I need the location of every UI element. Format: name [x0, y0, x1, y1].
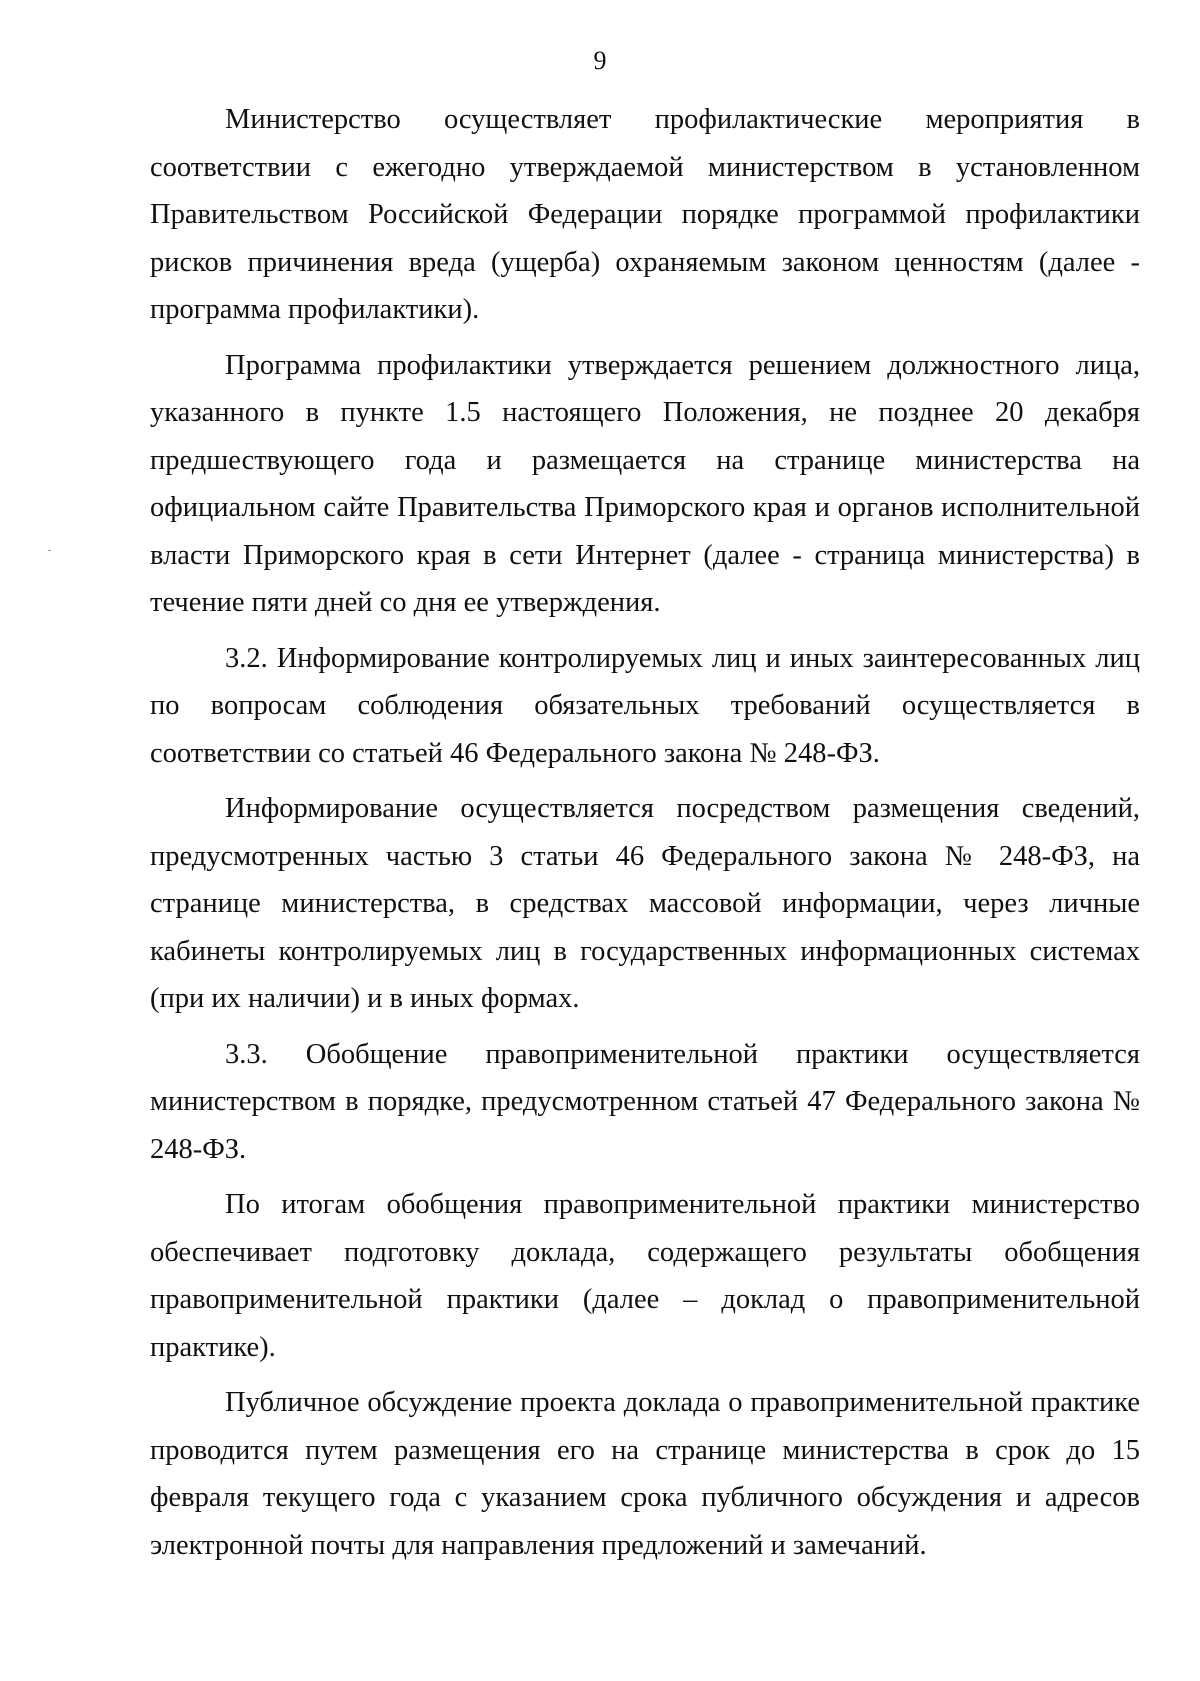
page-number: 9: [593, 46, 607, 75]
scan-artifact: [48, 550, 51, 551]
paragraph-public-discussion: Публичное обсуждение проекта доклада о правоприменительной практике проводится путем размещения его на странице министерства в срок до 15 февраля текущего года с указанием срока публичного обсуждения и адресов электронной почты для направления предложений и замечаний.: [150, 1387, 1140, 1561]
paragraph-practice-report: По итогам обобщения правоприменительной практики министерство обеспечивает подготовку доклада, содержащего результаты обобщения правоприменительной практики (далее – доклад о правоприменительной практике).: [150, 1189, 1140, 1363]
paragraph-program-approval: Программа профилактики утверждается решением должностного лица, указанного в пункте 1.5 настоящего Положения, не позднее 20 декабря предшествующего года и размещается на странице министерства на официальном сайте Правительства Приморского края и органов исполнительной власти Приморского края в сети Интернет (далее - страница министерства) в течение пяти дней со дня ее утверждения.: [150, 349, 1140, 618]
paragraph-informing-methods: Информирование осуществляется посредством размещения сведений, предусмотренных частью 3 статьи 46 Федерального закона № 248-ФЗ, на странице министерства, в средствах массовой информации, через личные кабинеты контролируемых лиц в государственных информационных системах (при их наличии) и в иных формах.: [150, 793, 1140, 1014]
document-body: [150, 96, 1140, 1577]
paragraph-prevention-program: Министерство осуществляет профилактические мероприятия в соответствии с ежегодно утверждаемой министерством в установленном Правительством Российской Федерации порядке программой профилактики рисков причинения вреда (ущерба) охраняемым законом ценностям (далее - программа профилактики).: [150, 104, 1140, 325]
paragraph-section-3-3: 3.3. Обобщение правоприменительной практики осуществляется министерством в порядке, предусмотренном статьей 47 Федерального закона № 248-ФЗ.: [150, 1038, 1140, 1165]
paragraph-section-3-2: 3.2. Информирование контролируемых лиц и иных заинтересованных лиц по вопросам соблюдения обязательных требований осуществляется в соответствии со статьей 46 Федерального закона № 248-ФЗ.: [150, 642, 1140, 769]
